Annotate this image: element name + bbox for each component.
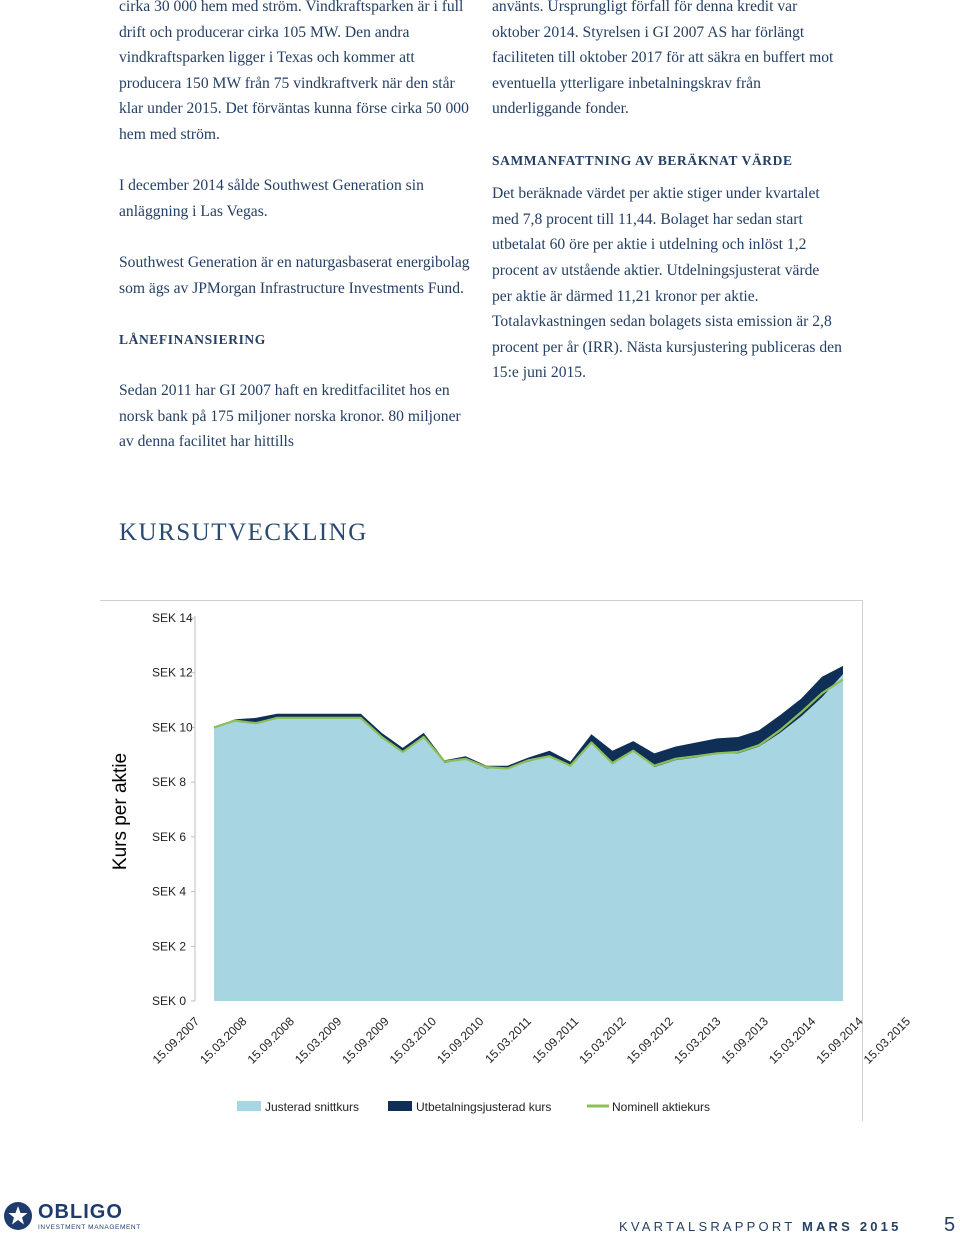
x-tick-label: 15.09.2012 [623,1014,677,1067]
series-area-justerad-snittkurs [214,674,843,1001]
x-tick-label: 15.03.2010 [386,1014,440,1067]
paragraph: Det beräknade värdet per aktie stiger under kvartalet med 7,8 procent till 11,44. Bolaget har sedan start utbetalat 60 öre per aktie i utdelning och inlöst 1,2 procent av utstående aktier. Utdelningsjusterat värde per aktie är därmed 11,21 kronor per aktie. Totalavkastningen sedan bolagets sista emission är 2,8 procent per år (IRR). Nästa kursjustering publiceras den 15:e juni 2015. [492,185,842,382]
legend-swatch [388,1101,412,1111]
y-tick-label: SEK 2 [152,939,187,954]
x-tick-label: 15.03.2011 [482,1014,534,1066]
x-tick-label: 15.09.2007 [149,1014,203,1067]
x-tick-label: 15.03.2008 [197,1014,250,1067]
y-tick-label: SEK 10 [152,720,193,735]
x-tick-label: 15.09.2011 [529,1014,582,1066]
legend-label: Utbetalningsjusterad kurs [416,1100,552,1114]
left-text-column [119,0,474,455]
page-number: 5 [944,1214,956,1236]
report-period: MARS 2015 [801,1219,902,1234]
x-tick-label: 15.03.2013 [671,1014,724,1067]
x-tick-label: 15.09.2009 [339,1014,392,1067]
y-tick-label: SEK 4 [152,884,187,899]
section-title: KURSUTVECKLING [119,519,368,546]
y-tick-label: SEK 6 [152,829,187,844]
report-prefix: KVARTALSRAPPORT [619,1219,796,1234]
obligo-logo [0,1196,140,1234]
x-tick-label: 15.09.2014 [813,1014,866,1067]
legend-swatch [237,1101,261,1111]
right-text-column [492,0,842,386]
x-tick-label: 15.03.2012 [576,1014,629,1067]
legend-label: Justerad snittkurs [265,1100,360,1114]
paragraph: Sedan 2011 har GI 2007 haft en kreditfacilitet hos en norsk bank på 175 miljoner norska kronor. 80 miljoner av denna facilitet har hittills [119,381,461,451]
paragraph: cirka 30 000 hem med ström. Vindkraftsparken är i full drift och producerar cirka 105 MW. Den andra vindkraftsparken ligger i Texas och kommer att producera 150 MW från 75 vindkraftverk när den står klar under 2015. Det förväntas kunna förse cirka 50 000 hem med ström. [119,0,469,143]
x-tick-label: 15.03.2009 [291,1014,345,1067]
chart-canvas [100,601,914,1121]
y-axis-label: Kurs per aktie [110,752,131,871]
paragraph: Southwest Generation är en naturgasbaserat energibolag som ägs av JPMorgan Infrastructure Investments Fund. [119,253,470,297]
x-tick-label: 15.09.2010 [434,1014,487,1067]
x-tick-label: 15.09.2013 [718,1014,771,1067]
y-tick-label: SEK 12 [152,665,193,680]
section-heading: SAMMANFATTNING AV BERÄKNAT VÄRDE [492,152,793,168]
logo-text: OBLIGO [38,1201,123,1223]
logo-subtext: INVESTMENT MANAGEMENT [38,1224,141,1231]
x-tick-label: 15.03.2015 [860,1014,914,1067]
paragraph: använts. Ursprungligt förfall för denna kredit var oktober 2014. Styrelsen i GI 2007 AS har förlängt faciliteten till oktober 2017 för att säkra en buffert mot eventuella ytterligare inbetalningskrav från underliggande fonder. [492,0,834,118]
price-chart [100,600,914,1121]
y-tick-label: SEK 8 [152,775,187,790]
legend-label: Nominell aktiekurs [612,1100,711,1114]
x-tick-label: 15.03.2014 [765,1014,819,1067]
x-tick-label: 15.09.2008 [244,1014,297,1067]
paragraph: I december 2014 sålde Southwest Generation sin anläggning i Las Vegas. [119,177,424,220]
y-tick-label: SEK 0 [152,994,187,1008]
report-title [619,1219,902,1234]
y-tick-label: SEK 14 [152,611,193,625]
section-heading: LÅNEFINANSIERING [119,331,266,347]
